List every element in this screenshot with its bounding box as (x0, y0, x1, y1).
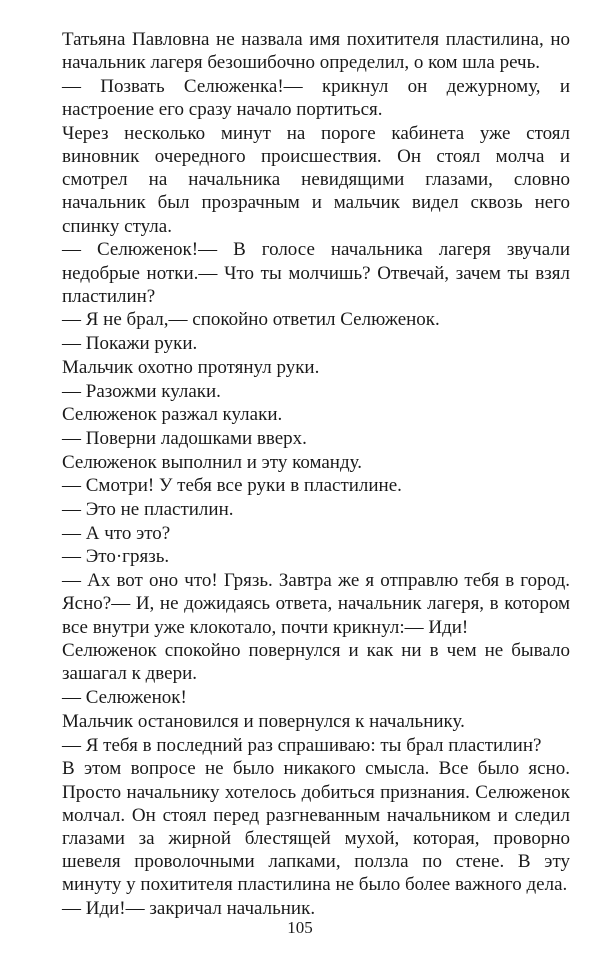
paragraph: В этом вопросе не было никакого смысла. Все было ясно. Просто начальнику хотелось добиться признания. Селюженок молчал. Он стоял перед разгневанным начальником и следил глазами за жирной блестящей мухой, которая, проворно шевеля проволочными лапками, ползла по стене. В эту минуту у похитителя пластилина не было более важного дела. (62, 758, 570, 896)
paragraph: — Иди!— закричал начальник. (62, 898, 316, 920)
paragraph: Татьяна Павловна не назвала имя похитителя пластилина, но начальник лагеря безошибочно определил, о ком шла речь. (62, 29, 570, 74)
page-number: 105 (287, 918, 313, 937)
paragraph: — Позвать Селюженка!— крикнул он дежурному, и настроение его сразу начало портиться. (62, 75, 570, 121)
paragraph: — Смотри! У тебя все руки в пластилине. (62, 475, 402, 497)
paragraph: — Селюженок!— В голосе начальника лагеря звучали недобрые нотки.— Что ты молчишь? Отвечай, зачем ты взял пластилин? (62, 239, 570, 307)
paragraph: Селюженок разжал кулаки. (62, 404, 283, 426)
paragraph: — Покажи руки. (62, 333, 198, 355)
paragraph: — Разожми кулаки. (62, 380, 221, 402)
paragraph: — Селюженок! (62, 687, 187, 709)
paragraph: Через несколько минут на пороге кабинета уже стоял виновник очередного происшествия. Он стоял молча и смотрел на начальника невидящими глазами, словно начальник был прозрачным и мальчик видел сквозь него спинку стула. (62, 122, 570, 237)
paragraph: — Я тебя в последний раз спрашиваю: ты брал пластилин? (62, 734, 542, 756)
paragraph: — Поверни ладошками вверх. (62, 427, 307, 449)
paragraph: — Это не пластилин. (62, 499, 234, 521)
paragraph: Селюженок спокойно повернулся и как ни в чем не бывало зашагал к двери. (62, 640, 570, 685)
body-text (62, 28, 570, 920)
paragraph: — Я не брал,— спокойно ответил Селюженок. (62, 309, 440, 331)
paragraph: Селюженок выполнил и эту команду. (62, 451, 362, 473)
paragraph: — Это·грязь. (62, 546, 170, 568)
paragraph: Мальчик охотно протянул руки. (62, 356, 320, 378)
paragraph: — А что это? (62, 522, 171, 544)
paragraph: Мальчик остановился и повернулся к начальнику. (62, 710, 465, 732)
paragraph: — Ах вот оно что! Грязь. Завтра же я отправлю тебя в город. Ясно?— И, не дожидаясь ответа, начальник лагеря, в котором все внутри уже клокотало, почти крикнул:— Иди! (62, 570, 570, 638)
